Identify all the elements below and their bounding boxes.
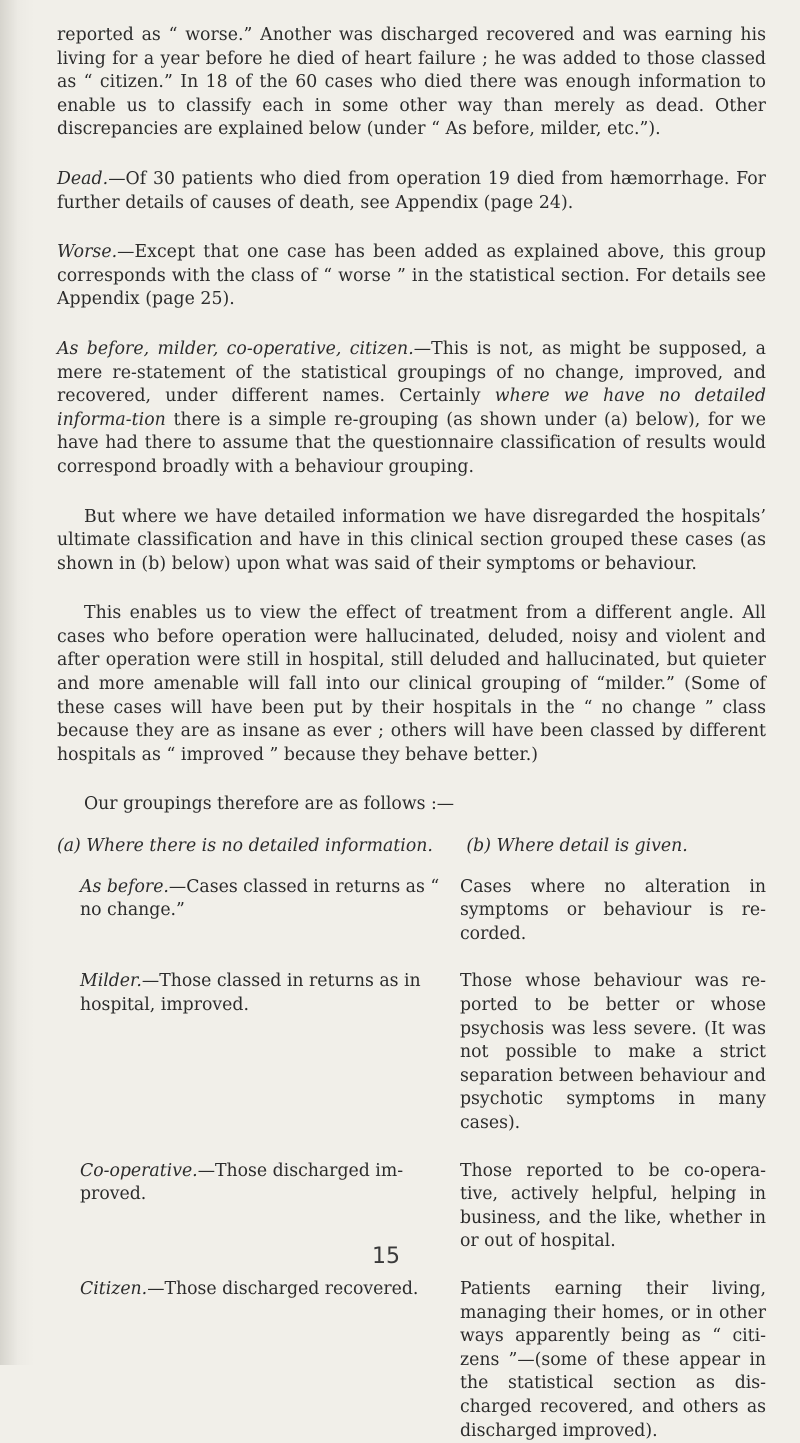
paragraph-text: —Except that one case has been added as explained above, this group corresponds with the class of “ worse ” in the statistical section. For details see Appendix (page 25). <box>57 242 766 310</box>
paragraph-text: reported as “ worse.” Another was discharged recovered and was earning his living for a year before he died of heart failure ; he was added to those classed as “ citizen.” In 18 of the 60 cases who died there was enough information to enable us to classify each in some other way than merely as dead. Other discrepancies are explained below (under “ As before, milder, etc.”). <box>57 25 766 140</box>
grouping-term: Co-operative. <box>80 1160 198 1181</box>
paragraph-worse <box>57 241 766 312</box>
paragraph-as-before <box>57 338 766 480</box>
paragraph-dead <box>57 168 766 215</box>
paragraph-detailed-information <box>57 506 766 577</box>
grouping-definition-a <box>57 876 457 923</box>
column-heading-a: (a) Where there is no detailed information. <box>57 836 433 857</box>
grouping-row <box>57 1160 766 1254</box>
grouping-text: —Those discharged im-proved. <box>80 1160 404 1205</box>
groupings-intro: Our groupings therefore are as follows :— <box>84 794 455 815</box>
page-number: 15 <box>372 1244 400 1269</box>
grouping-definition-a <box>57 1278 457 1302</box>
grouping-row <box>57 1278 766 1443</box>
grouping-definition-b: Those reported to be co-opera-tive, actively helpful, helping in business, and the like, whether in or out of hospital. <box>460 1160 766 1252</box>
paragraph-lead-term: As before, milder, co-operative, citizen. <box>57 338 414 359</box>
paragraph-text: But where we have detailed information we have disregarded the hospitals’ ultimate classification and have in this clinical section grouped these cases (as shown in (b) below) upon what was said of their symptoms or behaviour. <box>57 506 766 574</box>
grouping-term: Citizen. <box>80 1278 148 1299</box>
paragraph-text: there is a simple re-grouping (as shown under (a) below), for we have had there to assume that the questionnaire classification of results would correspond broadly with a behaviour grouping. <box>57 409 766 477</box>
grouping-definition-a <box>57 970 457 1017</box>
grouping-term: Milder. <box>80 971 142 992</box>
paragraph-lead-term: Worse. <box>57 242 118 263</box>
paragraph-italic-text: where we have no detailed informa-tion <box>57 386 766 430</box>
paragraph-text: This enables us to view the effect of treatment from a different angle. All cases who before operation were hallucinated, deluded, noisy and violent and after operation were still in hospital, still deluded and hallucinated, but quieter and more amenable will fall into our clinical grouping of “milder.” (Some of these cases will have been put by their hospitals in the “ no change ” class because they are as insane as ever ; others will have been classed by different hospitals as “ improved ” because they behave better.) <box>57 603 766 765</box>
grouping-term: As before. <box>80 876 169 897</box>
paragraph-different-angle <box>57 602 766 767</box>
paragraph-text: —This is not, as might be supposed, a mere re-statement of the statistical groupings of no change, improved, and recovered, under different names. Certainly <box>57 338 766 407</box>
grouping-text: —Those classed in returns as in hospital, improved. <box>80 971 421 1015</box>
grouping-text: —Cases classed in returns as “ no change.” <box>80 876 440 921</box>
column-heading-b: (b) Where detail is given. <box>466 836 688 857</box>
grouping-text: —Those discharged recovered. <box>147 1278 419 1299</box>
paragraph-continuation <box>57 24 766 142</box>
grouping-definition-a <box>57 1160 457 1207</box>
paragraph-lead-term: Dead. <box>57 168 109 189</box>
grouping-definition-b: Cases where no alteration in symptoms or behaviour is re-corded. <box>460 876 766 944</box>
groupings-column-headings <box>57 835 766 859</box>
grouping-definition-b: Those whose behaviour was re-ported to be better or whose psychosis was less severe. (It was not possible to make a strict separation between behaviour and psychotic symptoms in many cases). <box>460 971 766 1133</box>
grouping-row <box>57 876 766 947</box>
grouping-definition-b: Patients earning their living, managing their homes, or in other ways apparently being as “ citi-zens ”—(some of these appear in the statistical section as dis-charged recovered, and others as discharged improved). <box>460 1278 766 1441</box>
grouping-row <box>57 970 766 1135</box>
groupings-table <box>57 876 766 1443</box>
paragraph-text: —Of 30 patients who died from operation 19 died from hæmorrhage. For further details of causes of death, see Appendix (page 24). <box>57 168 766 213</box>
